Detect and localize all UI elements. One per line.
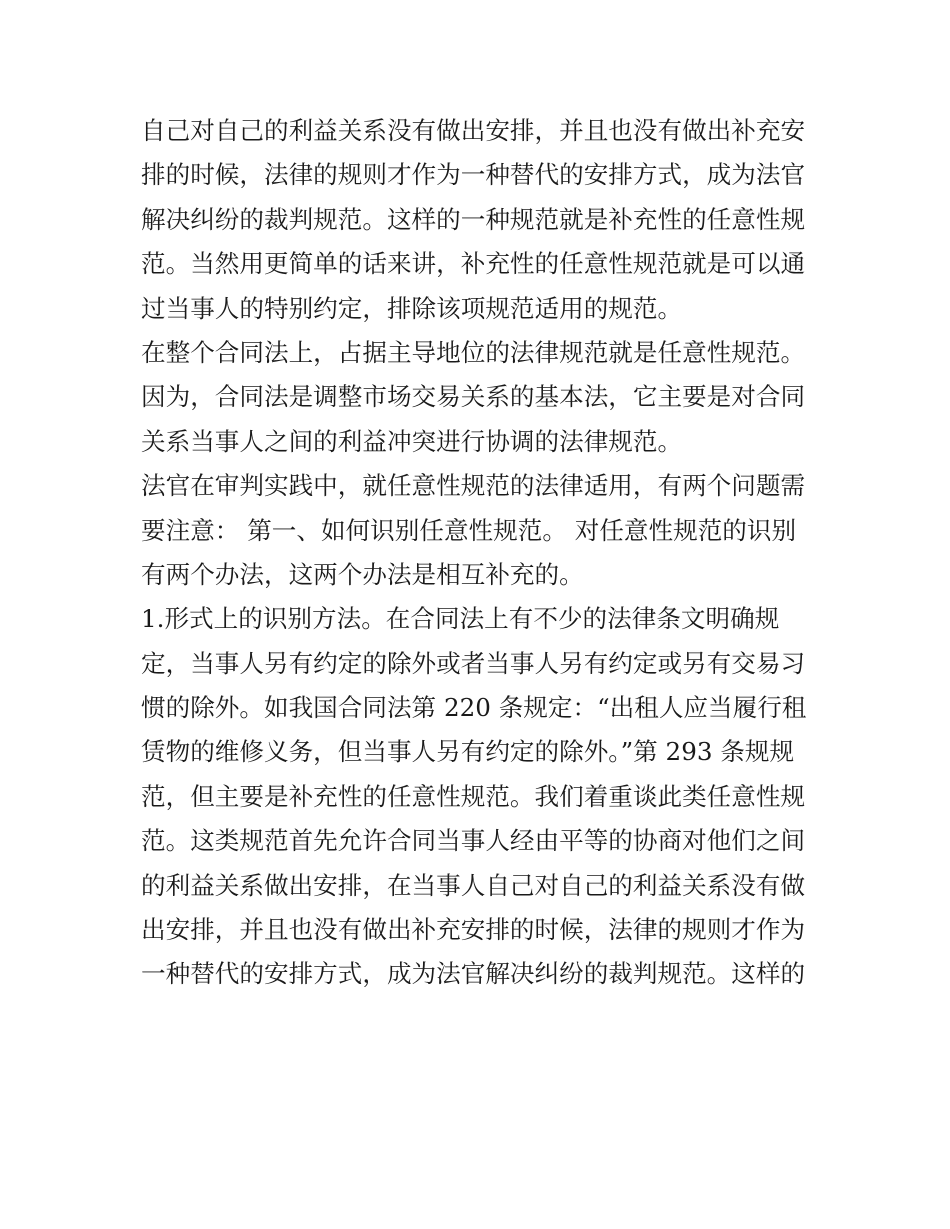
body-text [141,109,821,997]
text-line: 自己对自己的利益关系没有做出安排，并且也没有做出补充安 [141,116,806,145]
text-line: 在整个合同法上，占据主导地位的法律规范就是任意性规范。 [141,337,806,367]
text-line: 范。这类规范首先允许合同当事人经由平等的协商对他们之间 [141,826,806,856]
text-line: 关系当事人之间的利益冲突进行协调的法律规范。 [141,426,683,456]
text-line: 范，但主要是补充性的任意性规范。我们着重谈此类任意性规 [141,781,806,811]
text-line: 排的时候，法律的规则才作为一种替代的安排方式，成为法官 [141,160,806,190]
text-line: 定，当事人另有约定的除外或者当事人另有约定或另有交易习 [141,648,806,678]
text-line: 出安排，并且也没有做出补充安排的时候，法律的规则才作为 [141,915,806,945]
text-line: 惯的除外。如我国合同法第 220 条规定：“出租人应当履行租 [141,693,807,723]
text-line: 解决纠纷的裁判规范。这样的一种规范就是补充性的任意性规 [141,204,806,234]
text-line: 有两个办法，这两个办法是相互补充的。 [141,559,584,589]
text-line: 法官在审判实践中，就任意性规范的法律适用，有两个问题需 [141,471,806,501]
text-line: 的利益关系做出安排，在当事人自己对自己的利益关系没有做 [141,870,806,900]
text-line: 范。当然用更简单的话来讲，补充性的任意性规范就是可以通 [141,249,806,279]
text-line: 要注意： 第一、如何识别任意性规范。 对任意性规范的识别 [141,515,797,545]
text-line: 1.形式上的识别方法。在合同法上有不少的法律条文明确规 [141,604,780,634]
text-line: 赁物的维修义务，但当事人另有约定的除外。”第 293 条规规 [141,737,795,767]
text-line: 过当事人的特别约定，排除该项规范适用的规范。 [141,293,683,323]
text-line: 因为，合同法是调整市场交易关系的基本法，它主要是对合同 [141,382,806,412]
text-line: 一种替代的安排方式，成为法官解决纠纷的裁判规范。这样的 [141,959,806,989]
